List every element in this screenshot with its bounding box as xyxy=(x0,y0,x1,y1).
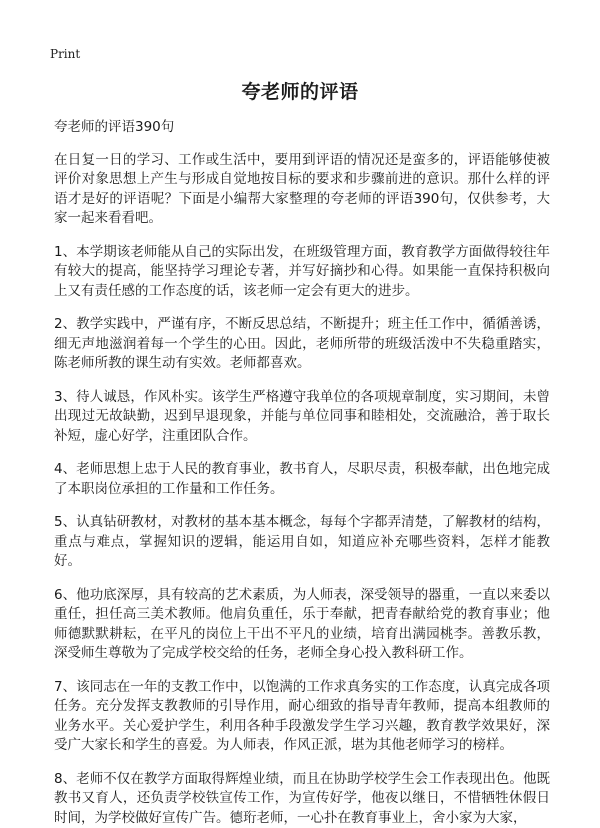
intro-paragraph: 在日复一日的学习、工作或生活中，要用到评语的情况还是蛮多的，评语能够使被评价对象思想上产生与形成自觉地按目标的要求和步骤前进的意识。那什么样的评语才是好的评语呢？下面是小编帮大家整理的夸老师的评语390句，仅供参考，大家一起来看看吧。 xyxy=(54,151,550,226)
document-title: 夸老师的评语 xyxy=(241,81,359,103)
comment-item-3: 3、待人诚恳，作风朴实。该学生严格遵守我单位的各项规章制度，实习期间，未曾出现过无故缺勤，迟到早退现象，并能与单位同事和睦相处，交流融洽，善于取长补短，虚心好学，注重团队合作。 xyxy=(54,388,550,444)
comment-item-8: 8、老师不仅在教学方面取得辉煌业绩，而且在协助学校学生会工作表现出色。他既教书又育人，还负责学校铁宣传工作，为宣传好学，他夜以继日，不惜牺牲休假日时间，为学校做好宣传广告。德珩老师，一心扑在教育事业上，舍小家为大家， xyxy=(54,770,550,826)
document-subtitle: 夸老师的评语390句 xyxy=(54,119,175,135)
comment-item-4: 4、老师思想上忠于人民的教育事业，教书育人，尽职尽责，积极奉献，出色地完成了本职岗位承担的工作量和工作任务。 xyxy=(54,461,550,497)
comment-item-6: 6、他功底深厚，具有较高的艺术素质，为人师表，深受领导的器重，一直以来委以重任，担任高三美术教师。他肩负重任，乐于奉献，把青春献给党的教育事业；他师德默默耕耘，在平凡的岗位上干出不平凡的业绩，培育出满园桃李。善教乐教，深受师生尊敬为了完成学校交给的任务，老师全身心投入教科研工作。 xyxy=(54,586,550,661)
comment-item-1: 1、本学期该老师能从自己的实际出发，在班级管理方面，教育教学方面做得较往年有较大的提高，能坚持学习理论专著，并写好摘抄和心得。如果能一直保持积极向上又有责任感的工作态度的话，该老师一定会有更大的进步。 xyxy=(54,243,550,299)
comment-item-7: 7、该同志在一年的支教工作中，以饱满的工作求真务实的工作态度，认真完成各项任务。充分发挥支教教师的引导作用，耐心细致的指导青年教师，提高本组教师的业务水平。关心爱护学生，利用各种手段激发学生学习兴趣，教育教学效果好，深受广大家长和学生的喜爱。为人师表，作风正派，堪为其他老师学习的榜样。 xyxy=(54,678,550,753)
print-link[interactable]: Print xyxy=(50,47,81,61)
document-body xyxy=(54,118,550,828)
comment-item-5: 5、认真钻研教材，对教材的基本基本概念，每每个字都弄清楚，了解教材的结构，重点与难点，掌握知识的逻辑，能运用自如，知道应补充哪些资料，怎样才能教好。 xyxy=(54,514,550,569)
comment-item-2: 2、教学实践中，严谨有序，不断反思总结，不断提升；班主任工作中，循循善诱，细无声地滋润着每一个学生的心田。因此，老师所带的班级活泼中不失稳重踏实，陈老师所教的课生动有实效。老师都喜欢。 xyxy=(54,316,550,371)
